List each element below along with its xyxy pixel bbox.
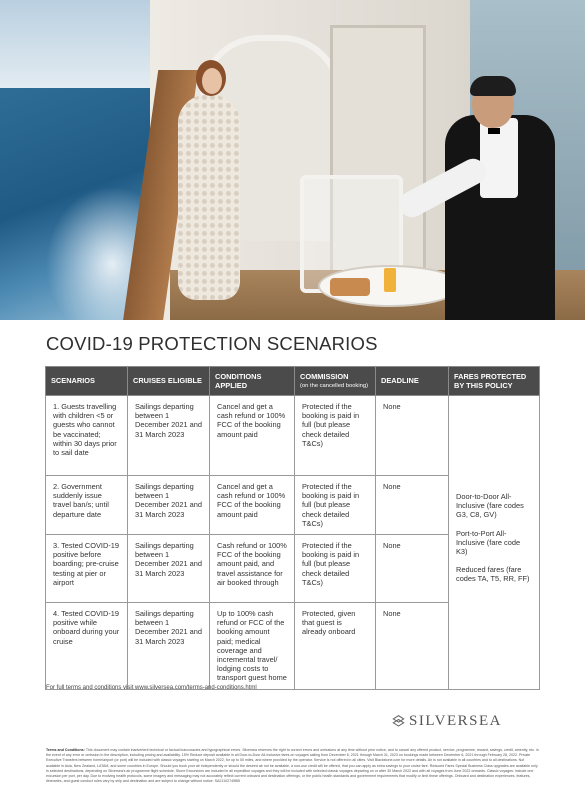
- header-commission-label: COMMISSION: [300, 372, 349, 382]
- cell-deadline: None: [376, 603, 449, 690]
- header-cruises-eligible: CRUISES ELIGIBLE: [128, 367, 210, 396]
- bowtie: [488, 128, 500, 134]
- cell-scenario: 1. Guests travelling with children <5 or guests who cannot be vaccinated; within 30 days prior to sail date: [46, 396, 128, 476]
- cell-conditions: Up to 100% cash refund or FCC of the booking amount paid; medical coverage and incremental travel/ lodging costs to transport guest home: [210, 603, 295, 690]
- cell-scenario: 2. Government suddenly issue travel ban/s; until departure date: [46, 476, 128, 535]
- fare-door-to-door: Door-to-Door All-Inclusive (fare codes G3, C8, GV): [456, 492, 524, 520]
- cell-cruises: Sailings departing between 1 December 2021 and 31 March 2023: [128, 396, 210, 476]
- header-commission-sub: (on the cancelled booking): [300, 382, 368, 389]
- scenarios-table: [45, 366, 540, 690]
- silversea-logo-icon: [392, 715, 405, 728]
- cell-commission: Protected, given that guest is already onboard: [295, 603, 376, 690]
- header-deadline: DEADLINE: [376, 367, 449, 396]
- cell-conditions: Cash refund or 100% FCC of the booking amount paid, and travel assistance for air booked through: [210, 535, 295, 603]
- cell-cruises: Sailings departing between 1 December 2021 and 31 March 2023: [128, 535, 210, 603]
- header-commission: [295, 367, 376, 396]
- cell-deadline: None: [376, 396, 449, 476]
- fare-reduced: Reduced fares (fare codes TA, T5, RR, FF): [456, 565, 530, 584]
- cell-fares-protected: [449, 396, 540, 690]
- terms-label: Terms and Conditions:: [46, 748, 85, 752]
- cell-scenario: 4. Tested COVID-19 positive while onboard during your cruise: [46, 603, 128, 690]
- table-row: [46, 396, 540, 476]
- cell-commission: Protected if the booking is paid in full (but please check detailed T&Cs): [295, 535, 376, 603]
- cell-cruises: Sailings departing between 1 December 2021 and 31 March 2023: [128, 603, 210, 690]
- silversea-logo: [392, 713, 502, 730]
- header-fares-protected: FARES PROTECTED BY THIS POLICY: [449, 367, 540, 396]
- cell-commission: Protected if the booking is paid in full (but please check detailed T&Cs): [295, 396, 376, 476]
- fare-port-to-port: Port-to-Port All-Inclusive (fare code K3): [456, 528, 521, 557]
- woman-face: [202, 68, 222, 94]
- cell-cruises: Sailings departing between 1 December 2021 and 31 March 2023: [128, 476, 210, 535]
- butler-hair: [470, 76, 516, 96]
- cell-scenario: 3. Tested COVID-19 positive before boarding; pre-cruise testing at pier or airport: [46, 535, 128, 603]
- hero-photo: [0, 0, 585, 320]
- orange-juice-glass: [384, 268, 396, 292]
- terms-fine-print: [46, 748, 539, 784]
- header-scenarios: SCENARIOS: [46, 367, 128, 396]
- cell-conditions: Cancel and get a cash refund or 100% FCC of the booking amount paid: [210, 476, 295, 535]
- header-conditions-applied: CONDITIONS APPLIED: [210, 367, 295, 396]
- page-title: COVID-19 PROTECTION SCENARIOS: [46, 333, 378, 354]
- logo-wordmark: SILVERSEA: [409, 713, 502, 729]
- woman-figure: [178, 95, 240, 300]
- pastry-basket: [330, 278, 370, 296]
- cell-commission: Protected if the booking is paid in full (but please check detailed T&Cs): [295, 476, 376, 535]
- table-header-row: [46, 367, 540, 396]
- cell-conditions: Cancel and get a cash refund or 100% FCC of the booking amount paid: [210, 396, 295, 476]
- cell-deadline: None: [376, 535, 449, 603]
- terms-text: This document may contain inadvertent technical or factual inaccuracies and typographical errors. Silversea reserves the right to correct errors and omissions at any time without prior notice, and to cancel any offered product, service, programme, reward, savings, credit, amenity, etc. in the event of any error or omission in the description, including pricing and availability. 15% Reduce deposit available in all Door-to-Door All-Inclusive fares on voyages sailing from December 6, 2021 through March 31, 2023 on bookings made between December 6, 2021 through February 28, 2022. Private Executive Transfers between home/airport (or port) will be included with classic voyages starting on March 2022, for up to 50 miles, and where provided by the operator. Service is not offered in all cities. Visit Blackstone.com for more details. Air is not available in all countries and to all destinations. Not available in Asia, New Zealand, LATAM, and some countries in Europe. Should you book your air independently or should the desired air not be available, a non-use credit will be offered, that you can apply as extra savings to your cruise fare. Reduced Fares Special Business Class upgrades are available only in selected destinations, depending on Silversea's air programme flight schedule. Shore Excursions are included in all expedition voyages and they will be included with selected classic voyages departing on or after 30 March 2022 and with all voyages from June 2022 onwards. Classic voyages: include one excursion per port, per day. Due to evolving health protocols, some imagery and messaging may not accurately reflect current onboard and destination offerings, or the public health standards and government requirements that modify or limit these offerings. Onboard and destination experiences, features, itineraries, and guest conduct rules vary by ship and destination and are subject to change without notice. SA21102749BB: [46, 748, 539, 784]
- cell-deadline: None: [376, 476, 449, 535]
- terms-link[interactable]: For full terms and conditions visit www.silversea.com/terms-and-conditions.html: [46, 685, 257, 691]
